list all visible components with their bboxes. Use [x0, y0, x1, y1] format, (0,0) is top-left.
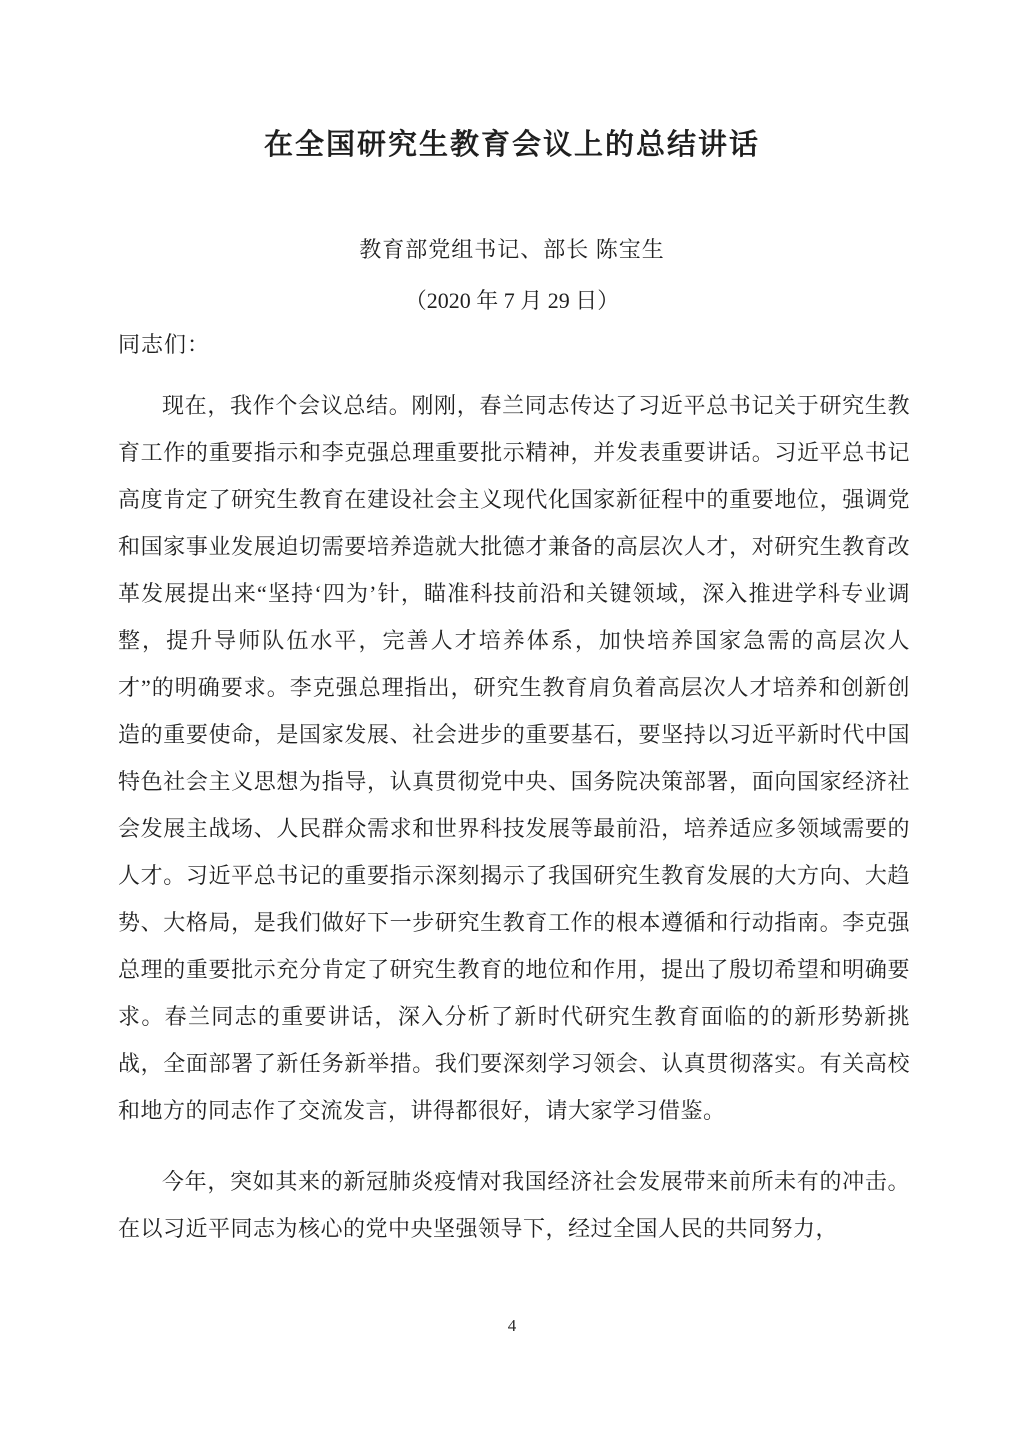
- author-line: 教育部党组书记、部长 陈宝生: [359, 237, 665, 262]
- paragraph-2: 今年，突如其来的新冠肺炎疫情对我国经济社会发展带来前所未有的冲击。在以习近平同志为核心的党中央坚强领导下，经过全国人民的共同努力，: [118, 1169, 910, 1241]
- document-body: [118, 382, 910, 1252]
- page-number: 4: [507, 1316, 517, 1335]
- paragraph-1: 现在，我作个会议总结。刚刚，春兰同志传达了习近平总书记关于研究生教育工作的重要指示和李克强总理重要批示精神，并发表重要讲话。习近平总书记高度肯定了研究生教育在建设社会主义现代化国家新征程中的重要地位，强调党和国家事业发展迫切需要培养造就大批德才兼备的高层次人才，对研究生教育改革发展提出来“坚持‘四为’针，瞄准科技前沿和关键领域，深入推进学科专业调整，提升导师队伍水平，完善人才培养体系，加快培养国家急需的高层次人才”的明确要求。李克强总理指出，研究生教育肩负着高层次人才培养和创新创造的重要使命，是国家发展、社会进步的重要基石，要坚持以习近平新时代中国特色社会主义思想为指导，认真贯彻党中央、国务院决策部署，面向国家经济社会发展主战场、人民群众需求和世界科技发展等最前沿，培养适应多领域需要的人才。习近平总书记的重要指示深刻揭示了我国研究生教育发展的大方向、大趋势、大格局，是我们做好下一步研究生教育工作的根本遵循和行动指南。李克强总理的重要批示充分肯定了研究生教育的地位和作用，提出了殷切希望和明确要求。春兰同志的重要讲话，深入分析了新时代研究生教育面临的的新形势新挑战，全面部署了新任务新举措。我们要深刻学习领会、认真贯彻落实。有关高校和地方的同志作了交流发言，讲得都很好，请大家学习借鉴。: [118, 393, 910, 1123]
- date-line: （2020 年 7 月 29 日）: [404, 288, 620, 313]
- salutation: 同志们：: [118, 332, 211, 357]
- document-title: 在全国研究生教育会议上的总结讲话: [263, 129, 760, 161]
